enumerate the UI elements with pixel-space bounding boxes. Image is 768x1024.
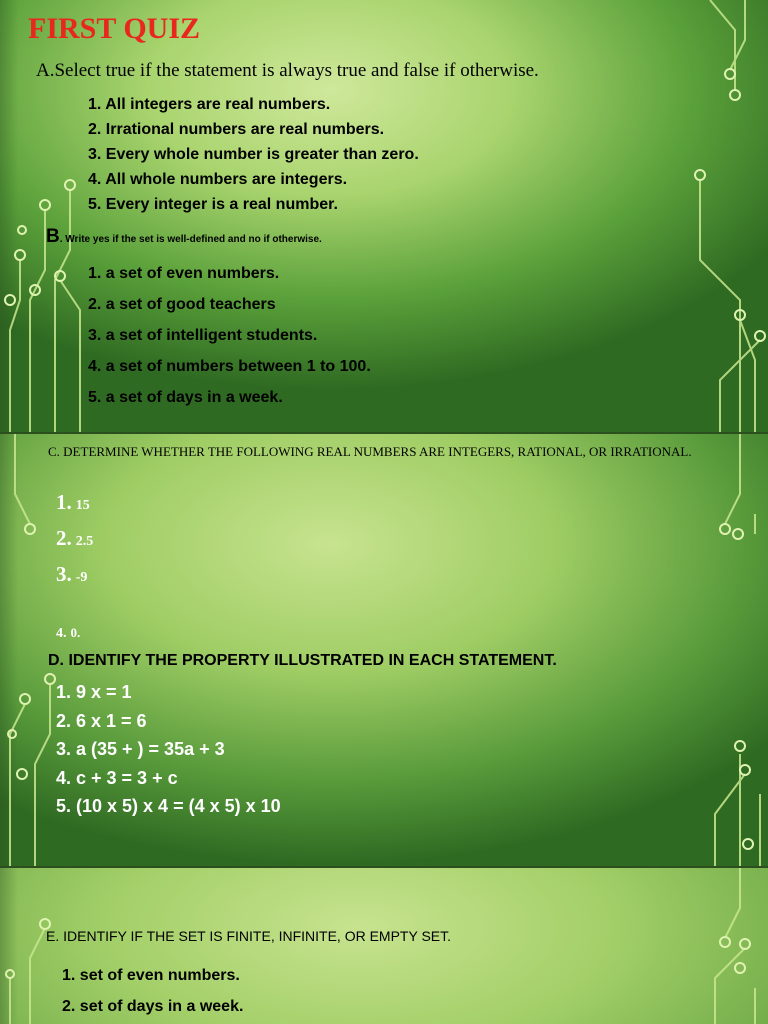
side-decoration bbox=[0, 868, 18, 1024]
list-item: 2. set of days in a week. bbox=[62, 998, 244, 1015]
part-b-heading bbox=[46, 226, 322, 248]
part-e-heading: E. IDENTIFY IF THE SET IS FINITE, INFINITE, OR EMPTY SET. bbox=[46, 928, 452, 944]
list-item: 1. 15 bbox=[56, 490, 90, 514]
list-item: 1. set of even numbers. bbox=[62, 967, 240, 984]
part-a-heading: A.Select true if the statement is always true and false if otherwise. bbox=[36, 60, 539, 81]
list-item: 3. a set of intelligent students. bbox=[88, 327, 318, 344]
list-item: 1. a set of even numbers. bbox=[88, 265, 280, 282]
slide-1 bbox=[0, 0, 768, 432]
part-b-list bbox=[88, 258, 371, 413]
list-item: 3. -9 bbox=[56, 562, 88, 586]
quiz-title: FIRST QUIZ bbox=[28, 12, 201, 45]
part-d-list bbox=[56, 678, 281, 821]
list-item: 2. Irrational numbers are real numbers. bbox=[88, 121, 385, 138]
list-item: 5. Every integer is a real number. bbox=[88, 196, 338, 213]
list-item: 2. 2.5 bbox=[56, 526, 94, 550]
part-e-list bbox=[62, 960, 243, 1022]
list-item: 4. a set of numbers between 1 to 100. bbox=[88, 358, 371, 375]
list-item: 4. 0. bbox=[56, 625, 81, 641]
list-item: 5. a set of days in a week. bbox=[88, 389, 283, 406]
list-item: 4. All whole numbers are integers. bbox=[88, 171, 348, 188]
side-decoration bbox=[0, 0, 18, 432]
slide-2 bbox=[0, 434, 768, 866]
list-item: 4. c + 3 = 3 + c bbox=[56, 767, 178, 788]
list-item: 2. a set of good teachers bbox=[88, 296, 276, 313]
side-decoration bbox=[0, 434, 18, 866]
part-b-heading-text: . Write yes if the set is well-defined and no if otherwise. bbox=[59, 234, 322, 245]
part-c-heading: C. DETERMINE WHETHER THE FOLLOWING REAL NUMBERS ARE INTEGERS, RATIONAL, OR IRRATIONAL. bbox=[48, 444, 692, 459]
list-item: 3. Every whole number is greater than zero. bbox=[88, 146, 419, 163]
list-item: 1. 9 x = 1 bbox=[56, 682, 132, 702]
part-c-list bbox=[56, 490, 93, 642]
slide-3 bbox=[0, 868, 768, 1024]
list-item: 3. a (35 + ) = 35a + 3 bbox=[56, 739, 225, 759]
list-item: 2. 6 x 1 = 6 bbox=[56, 710, 147, 731]
list-item: 5. (10 x 5) x 4 = (4 x 5) x 10 bbox=[56, 796, 281, 816]
part-a-list bbox=[88, 92, 419, 217]
part-d-heading: D. IDENTIFY THE PROPERTY ILLUSTRATED IN EACH STATEMENT. bbox=[48, 652, 557, 669]
list-item: 1. All integers are real numbers. bbox=[88, 96, 331, 113]
part-b-letter: B bbox=[46, 226, 60, 247]
